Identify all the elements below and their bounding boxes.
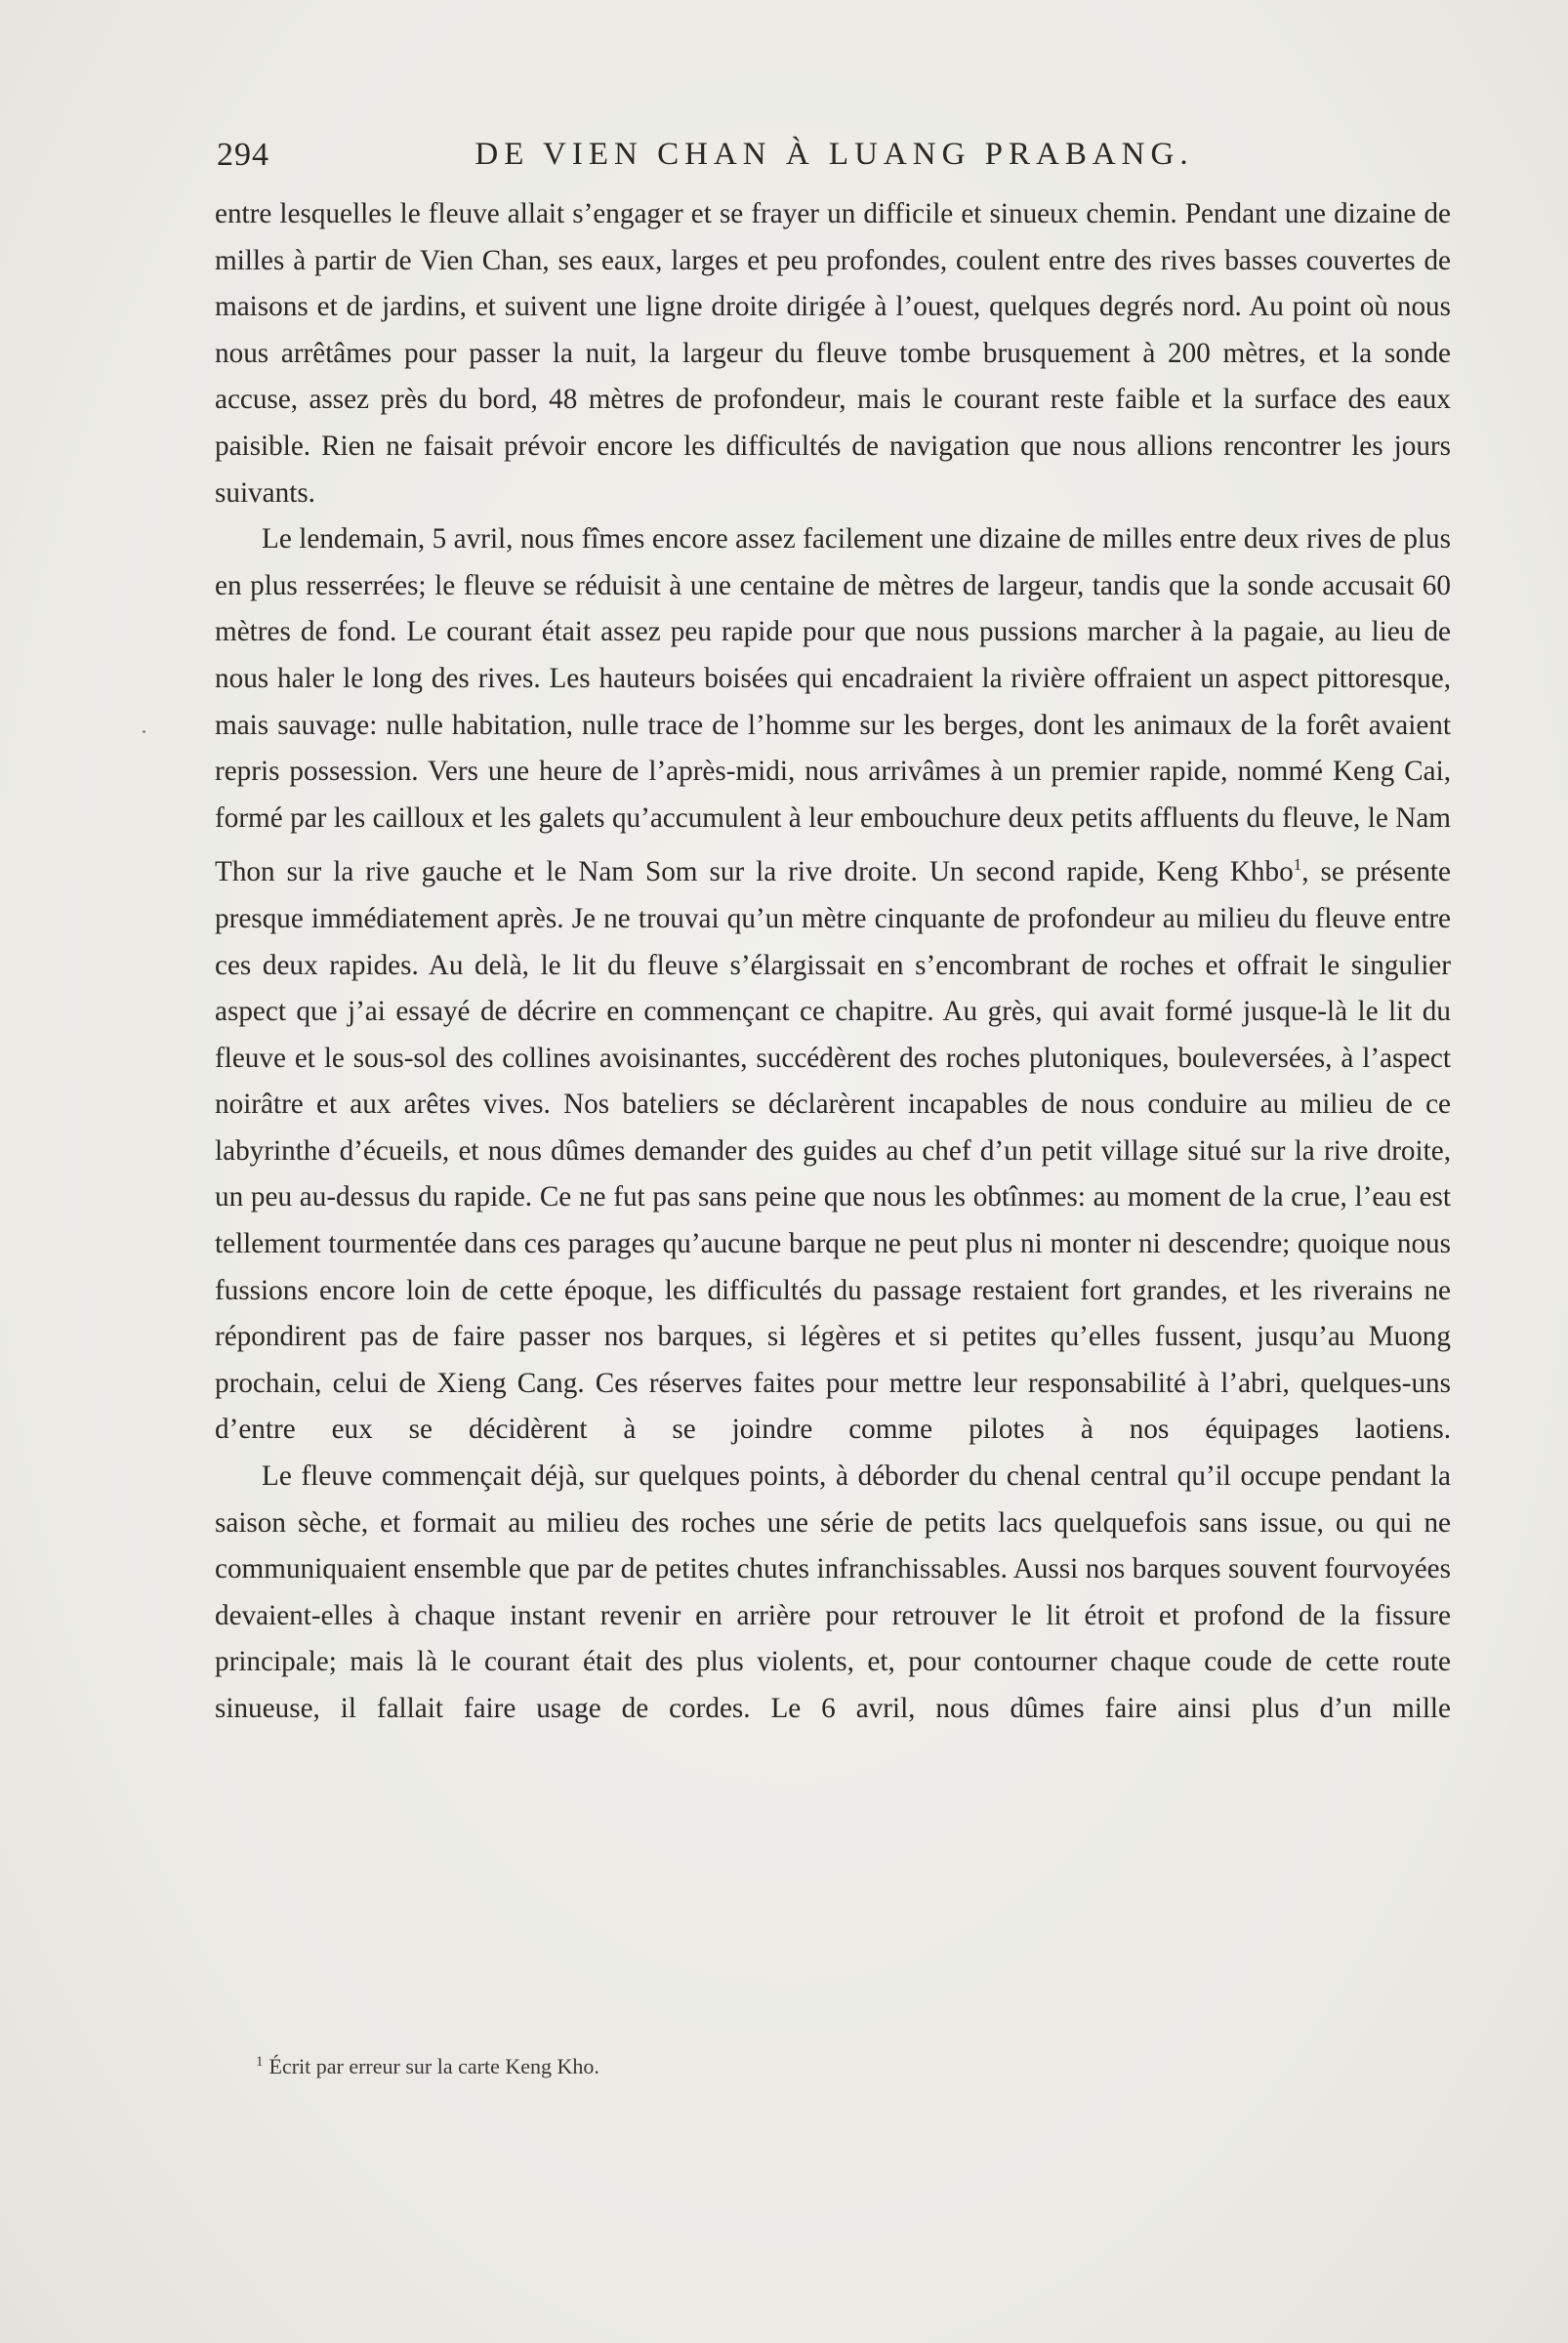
- page-header: [217, 137, 1452, 180]
- paragraph-1: entre lesquelles le fleuve allait s’engager et se frayer un difficile et sinueux chemin. Pendant une dizaine de milles à partir de Vien Chan, ses eaux, larges et peu profondes, coulent entre des rives basses couvertes de maisons et de jardins, et suivent une ligne droite dirigée à l’ouest, quelques degrés nord. Au point où nous nous arrêtâmes pour passer la nuit, la largeur du fleuve tombe brusquement à 200 mètres, et la sonde accuse, assez près du bord, 48 mètres de profondeur, mais le courant reste faible et la surface des eaux paisible. Rien ne faisait prévoir encore les difficultés de navigation que nous allions rencontrer les jours suivants.: [215, 198, 1451, 509]
- paragraph-2-text-after-note: , se présente presque immédiatement après. Je ne trouvai qu’un mètre cinquante de profondeur au milieu du fleuve entre ces deux rapides. Au delà, le lit du fleuve s’élargissait en s’encombrant de roches et offrait le singulier aspect que j’ai essayé de décrire en commençant ce chapitre. Au grès, qui avait formé jusque-là le lit du fleuve et le sous-sol des collines avoisinantes, succédèrent des roches plutoniques, bouleversées, à l’aspect noirâtre et aux arêtes vives. Nos bateliers se déclarèrent incapables de nous conduire au milieu de ce labyrinthe d’écueils, et nous dûmes demander des guides au chef d’un petit village situé sur la rive droite, un peu au-dessus du rapide. Ce ne fut pas sans peine que nous les obtînmes: au moment de la crue, l’eau est tellement tourmentée dans ces parages qu’aucune barque ne peut plus ni monter ni descendre; quoique nous fussions encore loin de cette époque, les difficultés du passage restaient fort grandes, et les riverains ne répondirent pas de faire passer nos barques, si légères et si petites qu’elles fussent, jusqu’au Muong prochain, celui de Xieng Cang. Ces réserves faites pour mettre leur responsabilité à l’abri, quelques-uns d’entre eux se décidèrent à se joindre comme pilotes à nos équipages laotiens.: [215, 856, 1452, 1446]
- paragraph-2-text-before-note: Le lendemain, 5 avril, nous fîmes encore assez facilement une dizaine de milles entre deux rives de plus en plus resserrées; le fleuve se réduisit à une centaine de mètres de largeur, tandis que la sonde accusait 60 mètres de fond. Le courant était assez peu rapide pour que nous pussions marcher à la pagaie, au lieu de nous haler le long des rives. Les hauteurs boisées qui encadraient la rivière offraient un aspect pittoresque, mais sauvage: nulle habitation, nulle trace de l’homme sur les berges, dont les animaux de la forêt avaient repris possession. Vers une heure de l’après-midi, nous arrivâmes à un premier rapide, nommé Keng Cai, formé par les cailloux et les galets qu’accumulent à leur embouchure deux petits affluents du fleuve, le Nam Thon sur la rive gauche et le Nam Som sur la rive droite. Un second rapide, Keng Khbo: [215, 523, 1451, 888]
- footnote: [256, 2054, 599, 2079]
- footnote-mark: 1: [256, 2054, 264, 2070]
- paragraph-2: [215, 516, 1451, 1454]
- paragraph-3: Le fleuve commençait déjà, sur quelques points, à déborder du chenal central qu’il occupe pendant la saison sèche, et formait au milieu des roches une série de petits lacs quelquefois sans issue, ou qui ne communiquaient ensemble que par de petites chutes infranchissables. Aussi nos barques souvent fourvoyées devaient-elles à chaque instant revenir en arrière pour retrouver le lit étroit et profond de la fissure principale; mais là le courant était des plus violents, et, pour contourner chaque coude de cette route sinueuse, il fallait faire usage de cordes. Le 6 avril, nous dûmes faire ainsi plus d’un mille: [215, 1460, 1451, 1724]
- footnote-text: Écrit par erreur sur la carte Keng Kho.: [268, 2054, 599, 2078]
- running-title: DE VIEN CHAN À LUANG PRABANG.: [475, 137, 1194, 172]
- page-number: 294: [217, 137, 269, 173]
- body-text: [215, 191, 1451, 1733]
- paper-speck: [143, 730, 145, 733]
- footnote-reference-mark: 1: [1293, 855, 1302, 875]
